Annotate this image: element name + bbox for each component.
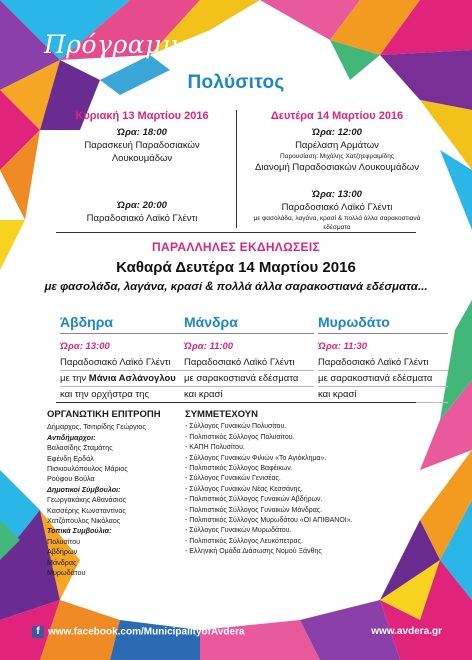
- village-name: Μάνδρα: [184, 316, 314, 334]
- event-time: Ώρα: 13:00: [312, 189, 362, 200]
- horizontal-divider: [56, 402, 416, 403]
- village-line: και κρασί: [184, 387, 314, 403]
- committee-title: ΟΡΓΑΝΩΤΙΚΗ ΕΠΙΤΡΟΠΗ: [47, 409, 161, 420]
- participant-item: - ΚΑΠΗ Πολυσίτου.: [185, 444, 245, 452]
- participant-item: - Σύλλογος Γυναικών Γενισέας.: [185, 475, 281, 483]
- event-line: Παρέλαση Αρμάτων: [295, 140, 379, 151]
- committee-subheading: Τοπικά Συμβούλια:: [47, 526, 112, 536]
- committee-member: Ρούφου Βούλα: [47, 474, 95, 484]
- participant-item: - Σύλλογος Γυναικών Νέας Κεσσάνης.: [185, 485, 303, 493]
- village-name: Μυρωδάτο: [318, 316, 448, 334]
- participant-item: - Σύλλογος Γυναικών Φιλιών «Το Αγιόκλημα».: [185, 454, 327, 462]
- village-time: Ώρα: 11:30: [318, 341, 368, 352]
- committee-member: Μυρωδάτου: [47, 568, 86, 578]
- event-line: Παραδοσιακό Λαϊκό Γλέντι: [86, 213, 198, 224]
- participants: [185, 410, 395, 558]
- event-time: Ώρα: 20:00: [117, 200, 167, 211]
- day-sunday: [52, 110, 232, 225]
- village-time: Ώρα: 13:00: [60, 341, 110, 352]
- committee-member: Κασσέρης Κωνσταντίνος: [47, 505, 126, 515]
- village-line: με σαρακοστιανά εδέσματα: [184, 371, 314, 387]
- committee-member: Πισκιουλόπουλος Μάριος: [47, 464, 128, 474]
- committee-member: Δήμαρχος, Τσιτιρίδης Γεώργιος: [47, 422, 146, 432]
- event-note: Παρουσίαση: Μιχάλης Χατζηεφραιμίδης: [280, 153, 394, 160]
- committee-member: Αβδήρων: [47, 547, 78, 557]
- committee-member: Μάνδρας: [47, 557, 77, 567]
- village-line: και την ορχήστρα της: [60, 387, 190, 403]
- facebook-icon: f: [32, 626, 44, 638]
- event-line: Λουκουμάδων: [111, 153, 173, 164]
- village-line: με σαρακοστιανά εδέσματα: [318, 371, 448, 387]
- participants-list: [185, 422, 395, 557]
- participant-item: - Πολιτιστικός Σύλλογος Μυρωδάτου «ΟΙ ΑΠΙΘΑΝΟΙ».: [185, 517, 353, 525]
- participant-item: - Πολιτιστικός Σύλλογος Πολυσίτου.: [185, 433, 295, 441]
- participant-item: - Πολιτιστικός Σύλλογος Γυναικών Αβδήρων.: [185, 496, 323, 504]
- parallel-events-date: Καθαρά Δευτέρα 14 Μαρτίου 2016: [116, 259, 356, 276]
- vertical-divider: [236, 110, 237, 228]
- committee-list: [47, 422, 172, 578]
- committee-subheading: Αντιδήμαρχοι:: [47, 432, 96, 442]
- event-line: Παρασκευή Παραδοσιακών: [84, 140, 200, 151]
- participant-item: - Σύλλογος Γυναικών Μυρωδάτου.: [185, 527, 292, 535]
- committee-member: Βαλασίδης Σταμάτης: [47, 443, 113, 453]
- facebook-link[interactable]: [32, 626, 245, 638]
- main-title: Πολύσιτος: [187, 72, 285, 93]
- event-line: Διανομή Παραδοσιακών Λουκουμάδων: [255, 162, 419, 173]
- village-avdera: [60, 316, 190, 403]
- header-script-title: Πρόγραμμα: [44, 30, 196, 59]
- participant-item: - Πολιτιστικός Σύλλογος Βαφέικων.: [185, 465, 293, 473]
- parallel-events-subtitle: με φασολάδα, λαγάνα, κρασί & πολλά άλλα σαρακοστιανά εδέσματα...: [44, 281, 428, 293]
- parallel-events-title: ΠΑΡΑΛΛΗΛΕΣ ΕΚΔΗΛΩΣΕΙΣ: [152, 240, 320, 254]
- participant-item: - Ελληνική Ομάδα Διάσωσης Νομού Ξάνθης: [185, 548, 322, 556]
- day-monday: [244, 110, 430, 232]
- participants-title: ΣΥΜΜΕΤΕΧΟΥΝ: [185, 409, 258, 420]
- organizing-committee: [47, 410, 172, 579]
- horizontal-divider: [56, 232, 416, 233]
- website-link[interactable]: www.avdera.gr: [371, 626, 442, 637]
- village-line: Παραδοσιακό Λαϊκό Γλέντι: [318, 355, 448, 371]
- village-line: και κρασί: [318, 387, 448, 403]
- event-note: με φασολάδα, λαγάνα, κρασί & πολλά άλλα σαρακοστιανά εδέσματα: [253, 215, 421, 231]
- village-time: Ώρα: 11:00: [184, 341, 234, 352]
- event-line: Παραδοσιακό Λαϊκό Γλέντι: [281, 202, 393, 213]
- village-myrodato: [318, 316, 448, 403]
- participant-item: - Πολιτιστικός Σύλλογος Γυναικών Μάνδρας.: [185, 506, 323, 514]
- day-date: Κυριακή 13 Μαρτίου 2016: [75, 110, 209, 122]
- day-date: Δευτέρα 14 Μαρτίου 2016: [270, 110, 404, 122]
- village-line: Παραδοσιακό Λαϊκό Γλέντι: [60, 355, 190, 371]
- event-time: Ώρα: 12:00: [312, 127, 362, 138]
- participant-item: - Σύλλογος Γυναικών Πολυσίτου.: [185, 423, 287, 431]
- committee-subheading: Δημοτικοί Σύμβουλοι:: [47, 484, 121, 494]
- committee-member: Γεωργακάκης Αθανάσιος: [47, 495, 127, 505]
- facebook-url[interactable]: www.facebook.com/MunicipalityofAvdera: [48, 626, 245, 638]
- village-name: Άβδηρα: [60, 316, 190, 334]
- participant-item: - Πολιτιστικός Σύλλογος Λευκόπετρας.: [185, 537, 303, 545]
- committee-member: Πολυσίτου: [47, 536, 81, 546]
- committee-member: Χατζόπουλος Νικόλαος: [47, 516, 121, 526]
- village-mandra: [184, 316, 314, 403]
- committee-member: Εφένδη Ερδάλ: [47, 453, 94, 463]
- event-time: Ώρα: 18:00: [117, 127, 167, 138]
- village-line: Παραδοσιακό Λαϊκό Γλέντι: [184, 355, 314, 371]
- village-line: με την Μάνια Ασλάνογλου: [60, 371, 190, 387]
